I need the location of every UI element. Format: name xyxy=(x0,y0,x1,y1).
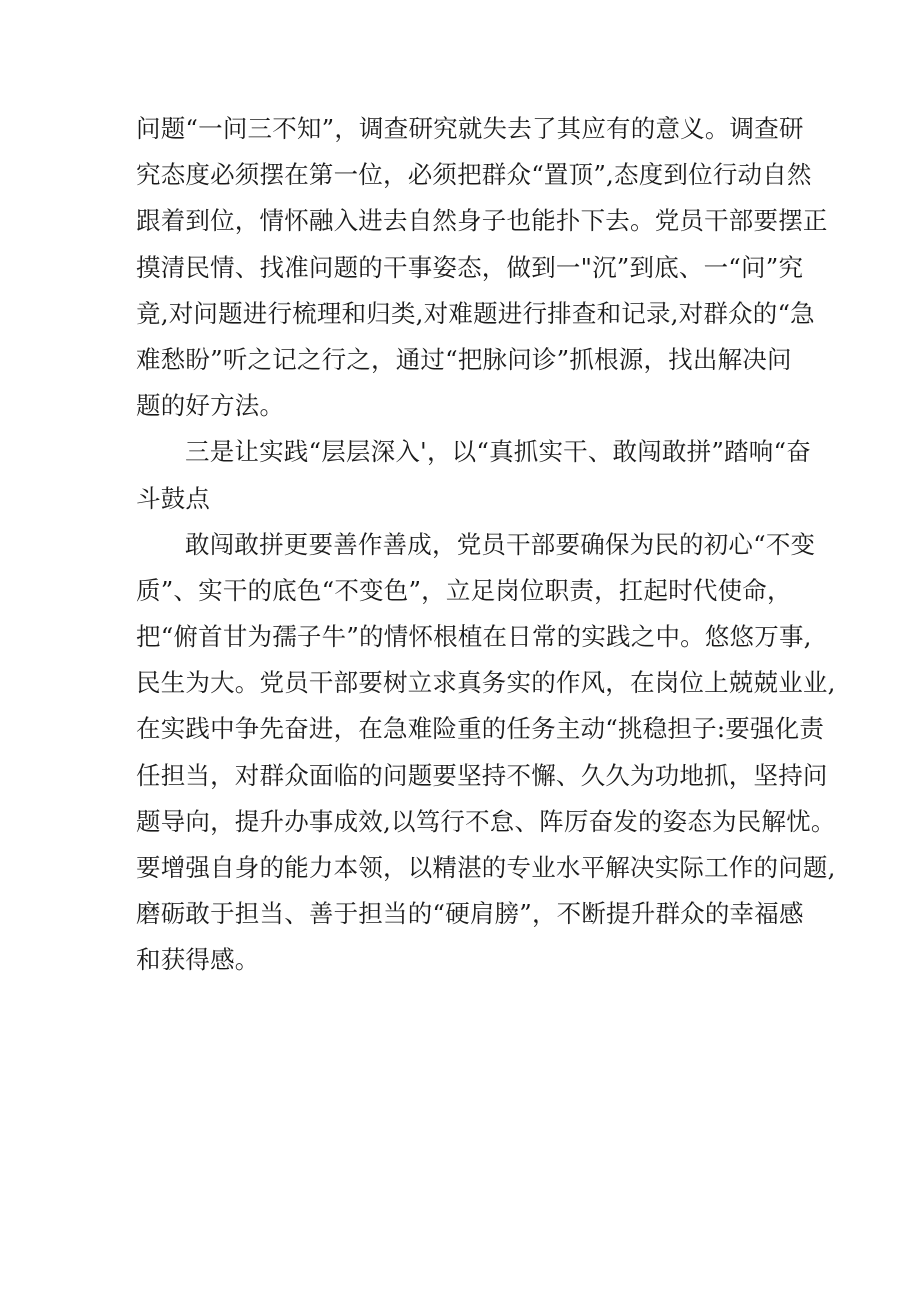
document-body xyxy=(136,106,836,984)
text-line: 难愁盼”听之记之行之，通过“把脉问诊”抓根源，找出解决问 xyxy=(136,344,792,374)
text-line: 问题“一问三不知”，调查研究就失去了其应有的意义。调查研 xyxy=(136,114,804,143)
text-line: 磨砺敢于担当、善于担当的“硬肩膀”，不断提升群众的幸福感 xyxy=(136,899,804,929)
text-line: 敢闯敢拼更要善作善成，党员干部要确保为民的初心“不变 xyxy=(185,529,816,559)
paragraph-2-heading xyxy=(136,429,811,521)
text-line: 摸清民情、找准问题的干事姿态，做到一"沉”到底、一“问”究 xyxy=(136,252,804,282)
heading-line: 斗鼓点 xyxy=(136,483,211,513)
text-line: 和获得感。 xyxy=(136,945,260,975)
text-line: 究态度必须摆在第一位，必须把群众“置顶”,态度到位行动自然 xyxy=(136,160,812,190)
text-line: 题导向，提升办事成效,以笃行不怠、阵厉奋发的姿态为民解忧。 xyxy=(136,806,836,836)
text-line: 跟着到位，情怀融入进去自然身子也能扑下去。党员干部要摆正 xyxy=(136,206,828,236)
paragraph-1 xyxy=(136,106,828,429)
heading-line: 三是让实践“层层深入'，以“真抓实干、敢闯敢拼”踏响“奋 xyxy=(185,437,811,467)
text-line: 质”、实干的底色“不变色”，立足岗位职责，扛起时代使命， xyxy=(136,575,792,605)
text-line: 民生为大。党员干部要树立求真务实的作风，在岗位上兢兢业业, xyxy=(136,668,836,698)
text-line: 题的好方法。 xyxy=(136,391,285,421)
text-line: 任担当，对群众面临的问题要坚持不懈、久久为功地抓，坚持问 xyxy=(136,760,828,790)
text-line: 竟,对问题进行梳理和归类,对难题进行排查和记录,对群众的“急 xyxy=(136,298,815,328)
text-line: 在实践中争先奋进，在急难险重的任务主动“挑稳担子:要强化责 xyxy=(136,714,825,744)
text-line: 要增强自身的能力本领，以精湛的专业水平解决实际工作的问题, xyxy=(136,853,836,882)
text-line: 把“俯首甘为孺子牛”的情怀根植在日常的实践之中。悠悠万事, xyxy=(136,622,812,652)
paragraph-3 xyxy=(136,522,836,984)
